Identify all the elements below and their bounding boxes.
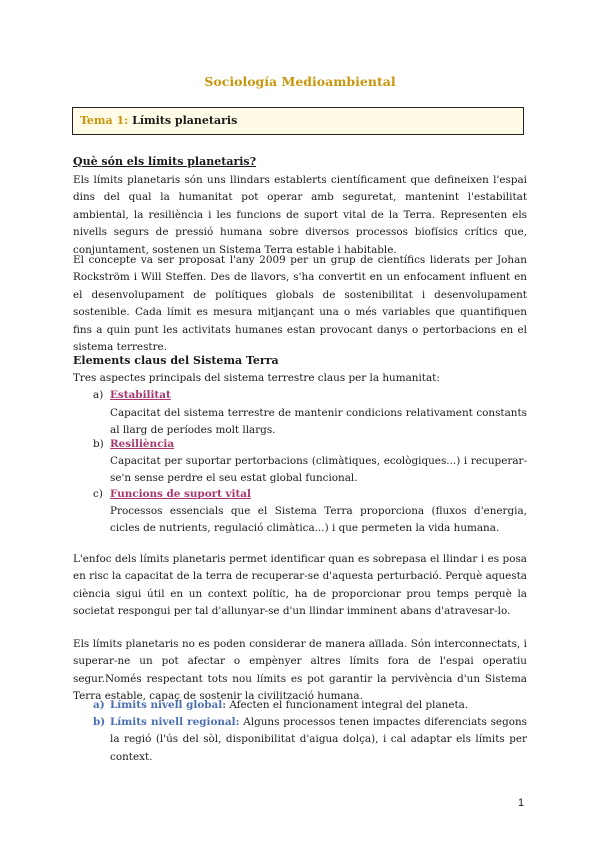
item-desc-life-support: Processos essencials que el Sistema Terra proporciona (fluxos d'energia, cicles de nutrients, regulació climàtica...) i que permeten la vida humana. xyxy=(110,505,527,535)
limit-global xyxy=(110,697,527,714)
item-title-resilience: Resiliència xyxy=(110,438,175,450)
section-heading-question: Què són els límits planetaris? xyxy=(73,155,257,168)
page-number: 1 xyxy=(518,797,525,809)
list-marker: c) xyxy=(93,488,103,500)
limit-global-text: Afecten el funcionament integral del planeta. xyxy=(226,699,469,711)
list-marker: a) xyxy=(93,389,104,401)
item-desc-stability: Capacitat del sistema terrestre de mantenir condicions relativament constants al llarg de períodes molt llargs. xyxy=(110,407,527,437)
paragraph-threshold: L'enfoc dels límits planetaris permet identificar quan es sobrepasa el llindar i es posa en risc la capacitat de la terra de recuperar-se d'aquesta perturbació. Perquè aquesta ciència sigui útil en un context polític, ha de proporcionar prou temps perquè la societat respongui per tal d'allunyar-se d'un llindar imminent abans d'atravesar-lo. xyxy=(73,553,527,618)
paragraph-origin: El concepte va ser proposat l'any 2009 per un grup de científics liderats per Johan Rockström i Will Steffen. Des de llavors, s'ha convertit en un enfocament influent en el desenvolupament de polítiques globals de sostenibilitat i desenvolupament sostenible. Cada límit es mesura mitjançant una o més variables que quantifiquen fins a quin punt les activitats humanes estan provocant danys o pertorbacions en el sistema terrestre. xyxy=(73,254,527,354)
paragraph-definition: Els límits planetaris són uns llindars establerts científicament que defineixen l'espai dins del qual la humanitat pot operar amb seguretat, mantenint l'estabilitat ambiental, la resiliència i les funcions de suport vital de la Terra. Representen els nivells segurs de pressió humana sobre diversos processos biofísics crítics que, conjuntament, sostenen un Sistema Terra estable i habitable. xyxy=(73,174,527,256)
limit-regional-label: Límits nivell regional: xyxy=(110,716,240,728)
limit-regional-text: Alguns processos tenen impactes diferenciats segons la regió (l'ús del sòl, disponibilitat d'aigua dolça), i cal adaptar els límits per context. xyxy=(110,716,528,763)
limits-marker: a) xyxy=(93,699,105,711)
limits-marker: b) xyxy=(93,716,106,728)
limit-regional xyxy=(110,714,527,766)
paragraph-interconnection: Els límits planetaris no es poden considerar de manera aïllada. Són interconnectats, i superar-ne un pot afectar o empènyer altres límits fora de l'espai operatiu segur.Només respectant tots nou límits es pot garantir la pervivència d'un Sistema Terra estable, capaç de sostenir la civilització humana. xyxy=(73,638,527,703)
topic-number: Tema 1: xyxy=(80,114,129,127)
document-title: Sociología Medioambiental xyxy=(204,74,396,89)
elements-intro: Tres aspectes principals del sistema terrestre claus per la humanitat: xyxy=(73,372,440,384)
topic-title: Límits planetaris xyxy=(132,114,238,127)
item-title-life-support: Funcions de suport vital xyxy=(110,488,251,500)
limit-global-label: Límits nivell global: xyxy=(110,699,227,711)
item-desc-resilience: Capacitat per suportar pertorbacions (climàtiques, ecològiques...) i recuperar-se'n sense perdre el seu estat global funcional. xyxy=(110,455,527,485)
item-title-stability: Estabilitat xyxy=(110,389,171,401)
section-heading-elements: Elements claus del Sistema Terra xyxy=(73,354,279,367)
topic-box xyxy=(72,107,524,135)
list-marker: b) xyxy=(93,438,104,450)
